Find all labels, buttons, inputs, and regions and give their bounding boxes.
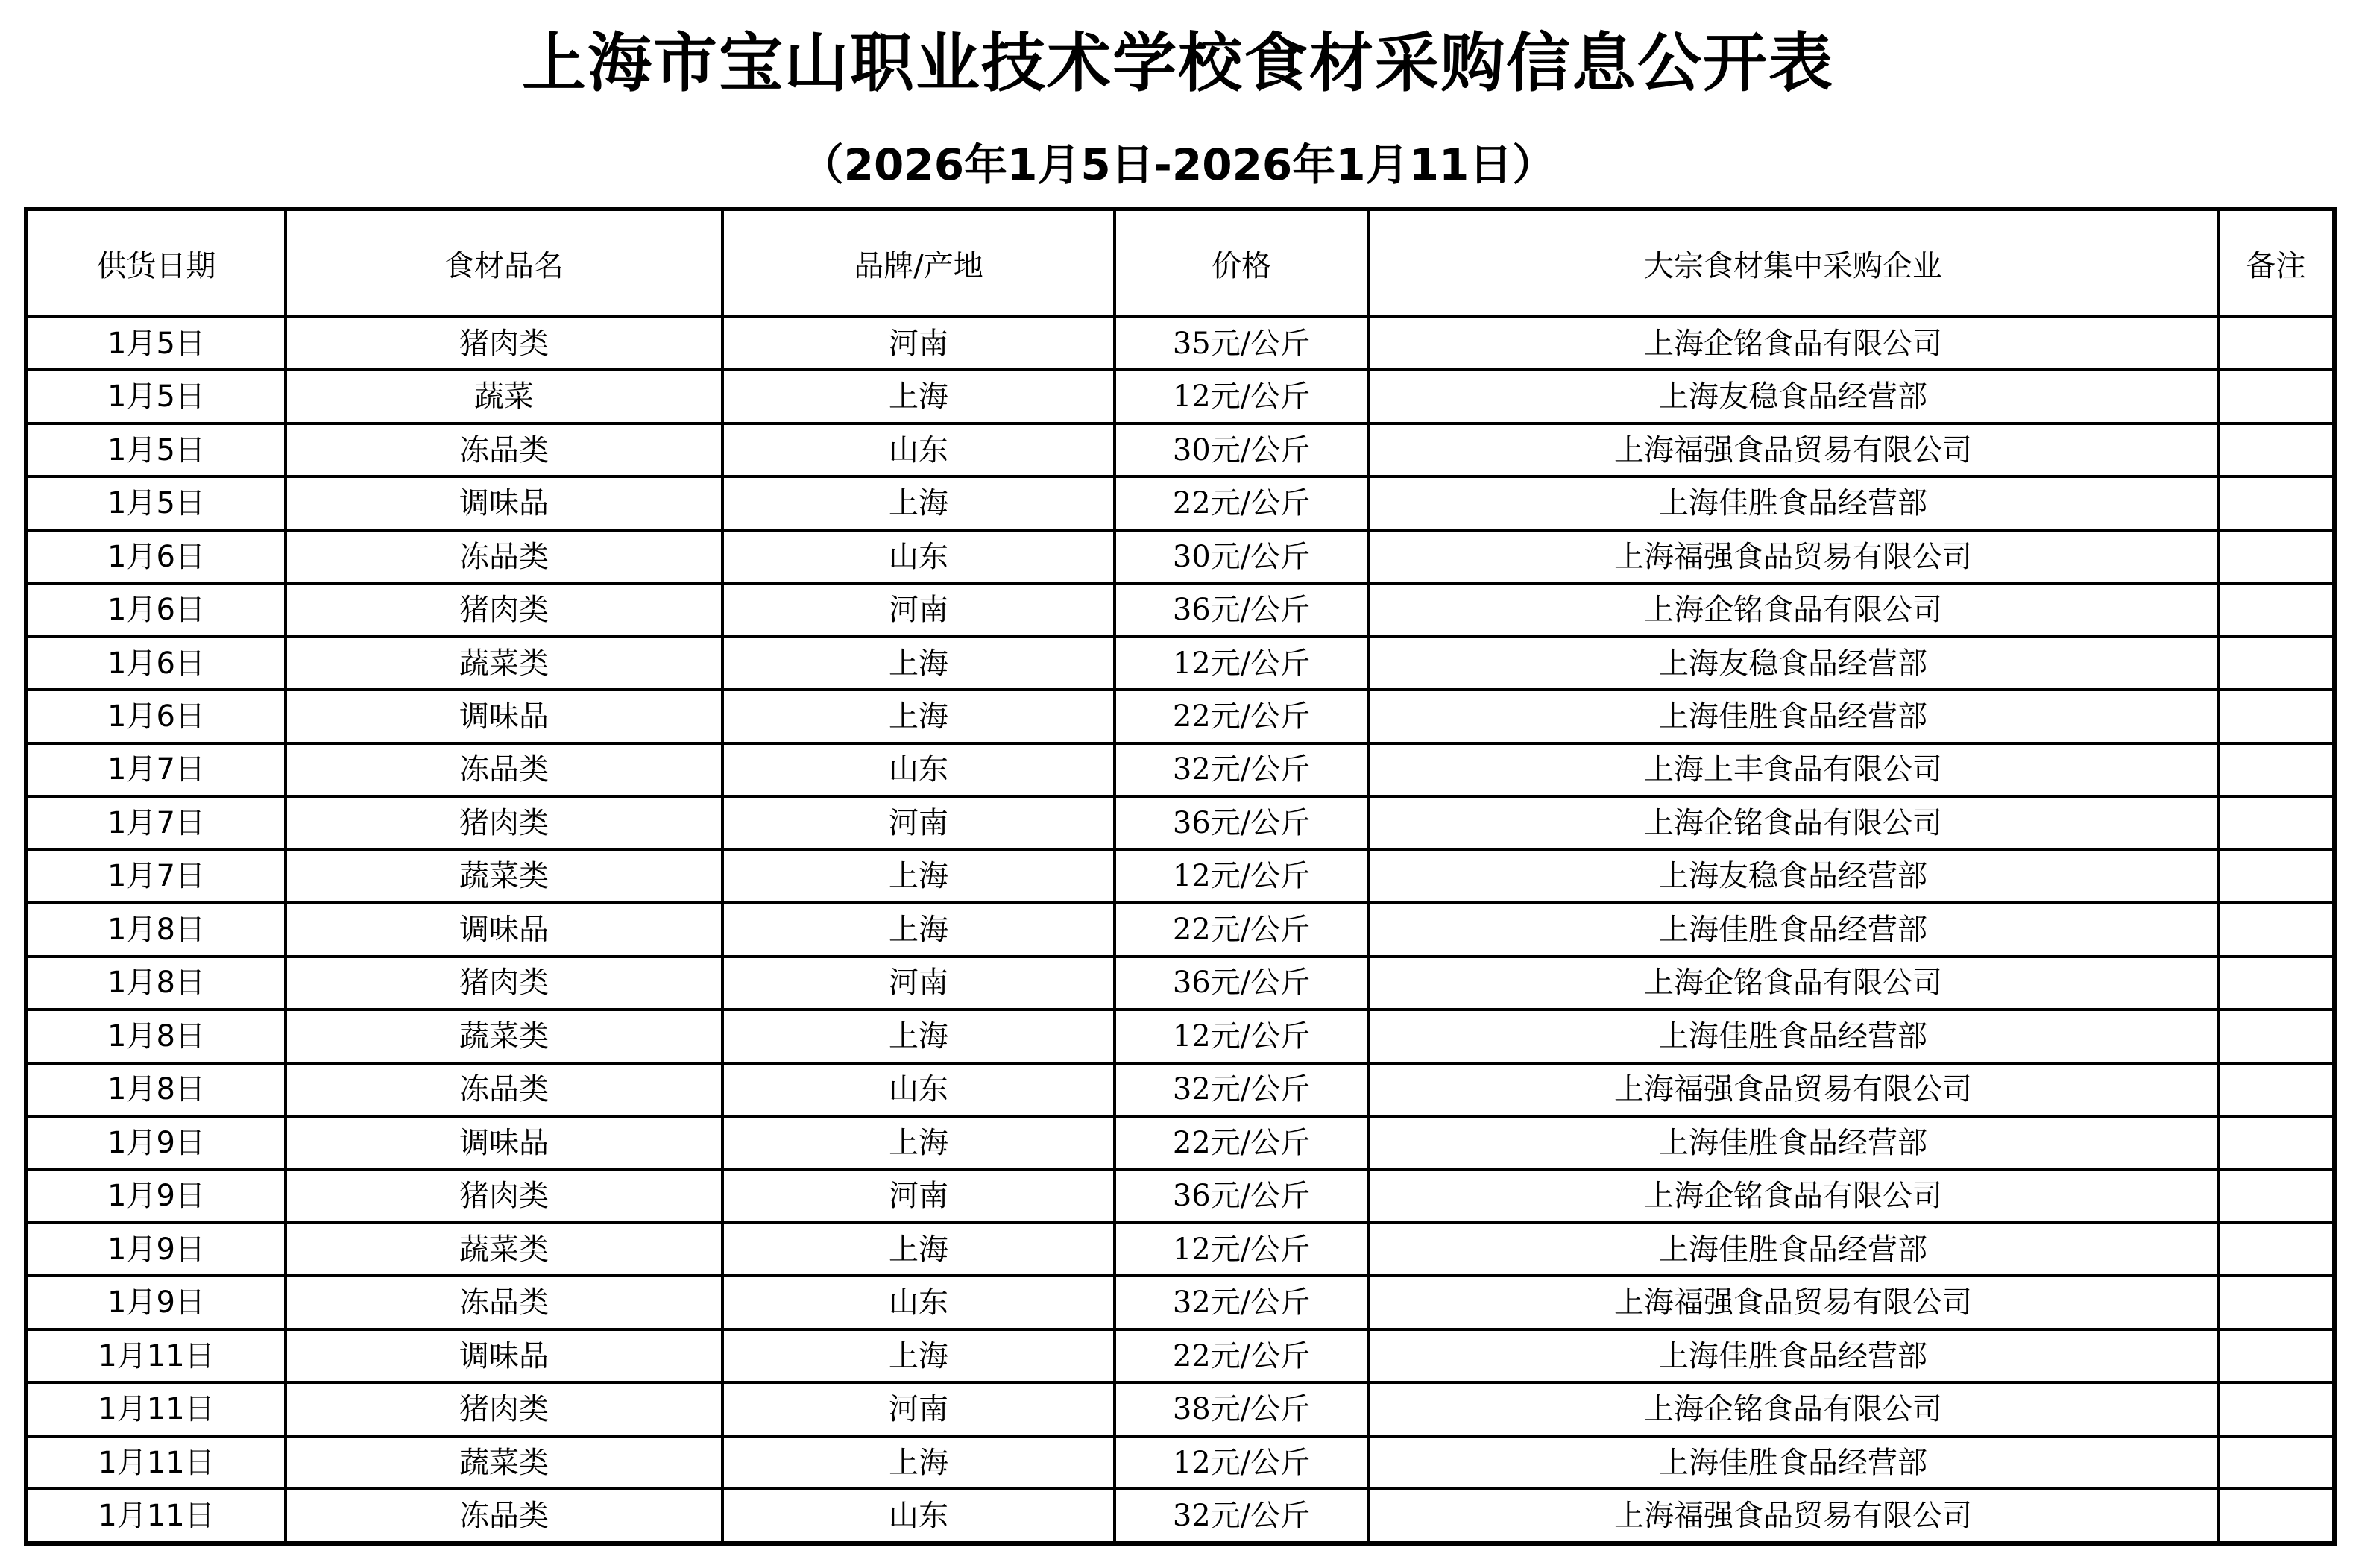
cell-remarks: [2218, 1010, 2334, 1062]
header-food-name: 食材品名: [286, 209, 722, 317]
table-row: [26, 637, 2334, 690]
cell-brand-origin: 上海: [722, 1223, 1115, 1276]
header-price: 价格: [1115, 209, 1368, 317]
cell-supply-date: 1月5日: [26, 370, 286, 423]
cell-supply-date: 1月7日: [26, 743, 286, 796]
table-row: [26, 796, 2334, 849]
cell-price: 12元/公斤: [1115, 1223, 1368, 1276]
cell-food-name: 冻品类: [286, 424, 722, 476]
table-row: [26, 317, 2334, 370]
cell-supply-date: 1月6日: [26, 583, 286, 636]
cell-food-name: 猪肉类: [286, 1382, 722, 1435]
table-body: [26, 317, 2334, 1543]
cell-remarks: [2218, 957, 2334, 1010]
cell-food-name: 冻品类: [286, 1276, 722, 1329]
header-supply-date: 供货日期: [26, 209, 286, 317]
cell-supplier: 上海佳胜食品经营部: [1368, 1223, 2218, 1276]
cell-supplier: 上海福强食品贸易有限公司: [1368, 530, 2218, 583]
cell-supply-date: 1月11日: [26, 1436, 286, 1489]
cell-brand-origin: 河南: [722, 796, 1115, 849]
cell-supplier: 上海佳胜食品经营部: [1368, 476, 2218, 529]
cell-food-name: 猪肉类: [286, 1170, 722, 1223]
cell-food-name: 调味品: [286, 903, 722, 956]
cell-price: 32元/公斤: [1115, 1489, 1368, 1543]
table-row: [26, 1223, 2334, 1276]
table-row: [26, 370, 2334, 423]
cell-price: 36元/公斤: [1115, 796, 1368, 849]
cell-supplier: 上海企铭食品有限公司: [1368, 1382, 2218, 1435]
cell-price: 36元/公斤: [1115, 957, 1368, 1010]
table-row: [26, 690, 2334, 743]
cell-supply-date: 1月6日: [26, 530, 286, 583]
cell-remarks: [2218, 424, 2334, 476]
cell-price: 35元/公斤: [1115, 317, 1368, 370]
cell-supply-date: 1月11日: [26, 1489, 286, 1543]
cell-price: 12元/公斤: [1115, 1436, 1368, 1489]
cell-remarks: [2218, 743, 2334, 796]
table-row: [26, 957, 2334, 1010]
cell-remarks: [2218, 1436, 2334, 1489]
cell-price: 12元/公斤: [1115, 370, 1368, 423]
cell-food-name: 猪肉类: [286, 957, 722, 1010]
cell-supply-date: 1月6日: [26, 690, 286, 743]
cell-supplier: 上海福强食品贸易有限公司: [1368, 1063, 2218, 1116]
cell-supplier: 上海佳胜食品经营部: [1368, 1010, 2218, 1062]
cell-supply-date: 1月9日: [26, 1170, 286, 1223]
cell-price: 38元/公斤: [1115, 1382, 1368, 1435]
cell-supply-date: 1月6日: [26, 637, 286, 690]
table-row: [26, 1489, 2334, 1543]
table-row: [26, 903, 2334, 956]
cell-supplier: 上海福强食品贸易有限公司: [1368, 1489, 2218, 1543]
cell-remarks: [2218, 903, 2334, 956]
cell-supply-date: 1月8日: [26, 957, 286, 1010]
table-row: [26, 1063, 2334, 1116]
table-row: [26, 1276, 2334, 1329]
cell-brand-origin: 上海: [722, 637, 1115, 690]
cell-supply-date: 1月5日: [26, 317, 286, 370]
cell-food-name: 调味品: [286, 1116, 722, 1169]
cell-remarks: [2218, 637, 2334, 690]
cell-food-name: 冻品类: [286, 1063, 722, 1116]
cell-remarks: [2218, 1116, 2334, 1169]
table-row: [26, 424, 2334, 476]
table-header: [26, 209, 2334, 317]
table-row: [26, 1382, 2334, 1435]
cell-brand-origin: 河南: [722, 1382, 1115, 1435]
cell-food-name: 冻品类: [286, 1489, 722, 1543]
cell-price: 12元/公斤: [1115, 850, 1368, 903]
cell-brand-origin: 上海: [722, 690, 1115, 743]
cell-remarks: [2218, 476, 2334, 529]
cell-remarks: [2218, 1063, 2334, 1116]
cell-brand-origin: 山东: [722, 743, 1115, 796]
cell-supplier: 上海佳胜食品经营部: [1368, 1436, 2218, 1489]
cell-supply-date: 1月9日: [26, 1116, 286, 1169]
cell-supply-date: 1月11日: [26, 1329, 286, 1382]
table-row: [26, 1436, 2334, 1489]
cell-price: 32元/公斤: [1115, 743, 1368, 796]
cell-price: 30元/公斤: [1115, 530, 1368, 583]
procurement-table: [24, 207, 2337, 1546]
cell-supplier: 上海企铭食品有限公司: [1368, 796, 2218, 849]
cell-brand-origin: 山东: [722, 1276, 1115, 1329]
cell-food-name: 猪肉类: [286, 317, 722, 370]
cell-brand-origin: 上海: [722, 850, 1115, 903]
cell-price: 22元/公斤: [1115, 1329, 1368, 1382]
cell-supplier: 上海上丰食品有限公司: [1368, 743, 2218, 796]
cell-food-name: 蔬菜: [286, 370, 722, 423]
cell-price: 36元/公斤: [1115, 583, 1368, 636]
cell-remarks: [2218, 690, 2334, 743]
cell-brand-origin: 上海: [722, 1116, 1115, 1169]
cell-food-name: 冻品类: [286, 743, 722, 796]
cell-supply-date: 1月8日: [26, 1063, 286, 1116]
cell-price: 22元/公斤: [1115, 903, 1368, 956]
cell-supplier: 上海佳胜食品经营部: [1368, 690, 2218, 743]
cell-supplier: 上海友稳食品经营部: [1368, 850, 2218, 903]
cell-supply-date: 1月5日: [26, 476, 286, 529]
table-row: [26, 743, 2334, 796]
cell-price: 12元/公斤: [1115, 1010, 1368, 1062]
cell-food-name: 猪肉类: [286, 796, 722, 849]
table-row: [26, 850, 2334, 903]
cell-supply-date: 1月8日: [26, 1010, 286, 1062]
cell-brand-origin: 河南: [722, 583, 1115, 636]
cell-supplier: 上海友稳食品经营部: [1368, 370, 2218, 423]
cell-remarks: [2218, 850, 2334, 903]
table-row: [26, 476, 2334, 529]
cell-food-name: 蔬菜类: [286, 1436, 722, 1489]
cell-brand-origin: 河南: [722, 957, 1115, 1010]
cell-price: 32元/公斤: [1115, 1276, 1368, 1329]
cell-supply-date: 1月9日: [26, 1223, 286, 1276]
cell-brand-origin: 上海: [722, 1436, 1115, 1489]
cell-supply-date: 1月11日: [26, 1382, 286, 1435]
cell-remarks: [2218, 317, 2334, 370]
cell-remarks: [2218, 796, 2334, 849]
cell-brand-origin: 山东: [722, 424, 1115, 476]
cell-food-name: 调味品: [286, 476, 722, 529]
document-subtitle: （2026年1月5日-2026年1月11日）: [800, 139, 1556, 190]
cell-price: 22元/公斤: [1115, 690, 1368, 743]
header-supplier: 大宗食材集中采购企业: [1368, 209, 2218, 317]
cell-food-name: 蔬菜类: [286, 850, 722, 903]
cell-food-name: 冻品类: [286, 530, 722, 583]
cell-brand-origin: 上海: [722, 1010, 1115, 1062]
header-brand-origin: 品牌/产地: [722, 209, 1115, 317]
cell-remarks: [2218, 583, 2334, 636]
cell-supplier: 上海企铭食品有限公司: [1368, 583, 2218, 636]
header-remarks: 备注: [2218, 209, 2334, 317]
cell-food-name: 蔬菜类: [286, 1223, 722, 1276]
cell-supplier: 上海佳胜食品经营部: [1368, 1329, 2218, 1382]
cell-supply-date: 1月7日: [26, 796, 286, 849]
cell-brand-origin: 河南: [722, 317, 1115, 370]
cell-price: 32元/公斤: [1115, 1063, 1368, 1116]
cell-price: 22元/公斤: [1115, 1116, 1368, 1169]
cell-remarks: [2218, 530, 2334, 583]
cell-price: 12元/公斤: [1115, 637, 1368, 690]
cell-brand-origin: 山东: [722, 1063, 1115, 1116]
cell-price: 36元/公斤: [1115, 1170, 1368, 1223]
cell-brand-origin: 河南: [722, 1170, 1115, 1223]
cell-brand-origin: 山东: [722, 530, 1115, 583]
cell-supplier: 上海企铭食品有限公司: [1368, 957, 2218, 1010]
cell-food-name: 调味品: [286, 1329, 722, 1382]
cell-remarks: [2218, 1170, 2334, 1223]
cell-supply-date: 1月7日: [26, 850, 286, 903]
cell-supplier: 上海福强食品贸易有限公司: [1368, 424, 2218, 476]
header-row: [26, 209, 2334, 317]
cell-brand-origin: 上海: [722, 1329, 1115, 1382]
cell-supplier: 上海佳胜食品经营部: [1368, 1116, 2218, 1169]
cell-food-name: 调味品: [286, 690, 722, 743]
cell-remarks: [2218, 1489, 2334, 1543]
cell-food-name: 蔬菜类: [286, 1010, 722, 1062]
cell-supplier: 上海佳胜食品经营部: [1368, 903, 2218, 956]
table-row: [26, 1329, 2334, 1382]
cell-supplier: 上海企铭食品有限公司: [1368, 317, 2218, 370]
table-row: [26, 1010, 2334, 1062]
cell-supply-date: 1月5日: [26, 424, 286, 476]
table-row: [26, 1116, 2334, 1169]
cell-remarks: [2218, 1276, 2334, 1329]
document-title: 上海市宝山职业技术学校食材采购信息公开表: [522, 26, 1834, 101]
cell-remarks: [2218, 370, 2334, 423]
cell-food-name: 猪肉类: [286, 583, 722, 636]
cell-brand-origin: 山东: [722, 1489, 1115, 1543]
cell-food-name: 蔬菜类: [286, 637, 722, 690]
cell-remarks: [2218, 1382, 2334, 1435]
table-row: [26, 583, 2334, 636]
cell-supplier: 上海福强食品贸易有限公司: [1368, 1276, 2218, 1329]
cell-price: 30元/公斤: [1115, 424, 1368, 476]
table-row: [26, 1170, 2334, 1223]
cell-price: 22元/公斤: [1115, 476, 1368, 529]
cell-remarks: [2218, 1329, 2334, 1382]
cell-brand-origin: 上海: [722, 476, 1115, 529]
cell-brand-origin: 上海: [722, 903, 1115, 956]
cell-supply-date: 1月8日: [26, 903, 286, 956]
cell-supplier: 上海企铭食品有限公司: [1368, 1170, 2218, 1223]
cell-brand-origin: 上海: [722, 370, 1115, 423]
table-row: [26, 530, 2334, 583]
cell-supplier: 上海友稳食品经营部: [1368, 637, 2218, 690]
cell-remarks: [2218, 1223, 2334, 1276]
cell-supply-date: 1月9日: [26, 1276, 286, 1329]
